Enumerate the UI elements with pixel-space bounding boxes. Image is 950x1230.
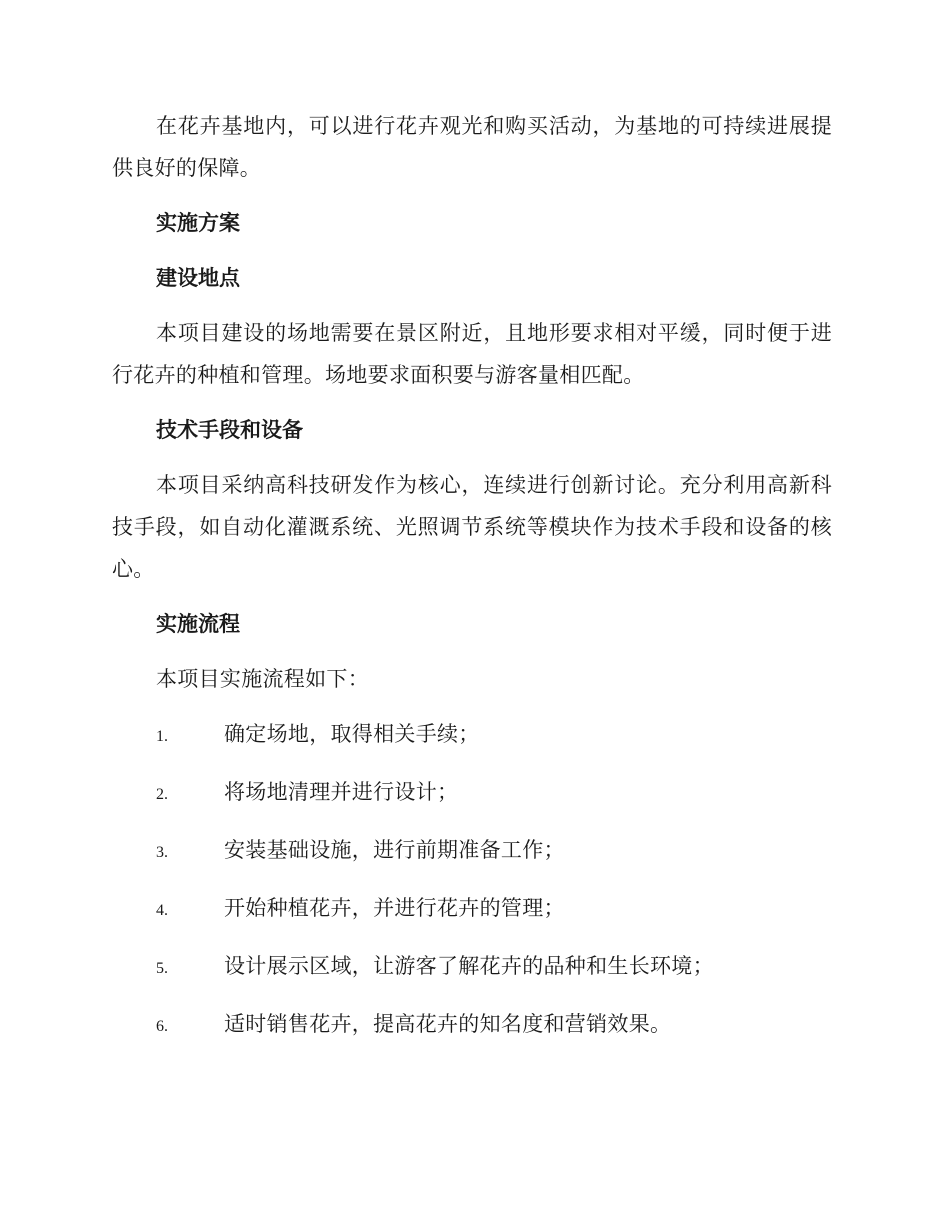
list-item-number: 1.: [156, 728, 168, 745]
location-paragraph: 本项目建设的场地需要在景区附近，且地形要求相对平缓，同时便于进行花卉的种植和管理。场地要求面积要与游客量相匹配。: [112, 321, 832, 387]
list-item-text: 确定场地，取得相关手续；: [224, 722, 480, 746]
list-item: [112, 1003, 832, 1048]
process-steps-list: [112, 713, 832, 1048]
list-item-text: 设计展示区域，让游客了解花卉的品种和生长环境；: [224, 954, 714, 978]
list-item-text: 将场地清理并进行设计；: [224, 780, 459, 804]
process-intro: 本项目实施流程如下：: [156, 667, 369, 691]
list-item-number: 6.: [156, 1018, 168, 1035]
list-item-text: 开始种植花卉，并进行花卉的管理；: [224, 896, 565, 920]
document-body: [112, 105, 832, 1061]
technology-paragraph: 本项目采纳高科技研发作为核心，连续进行创新讨论。充分利用高新科技手段，如自动化灌溉系统、光照调节系统等模块作为技术手段和设备的核心。: [112, 473, 832, 581]
section-title: 实施方案: [156, 211, 240, 235]
list-item: [112, 945, 832, 990]
list-item-text: 安装基础设施，进行前期准备工作；: [224, 838, 565, 862]
process-heading: 实施流程: [156, 612, 240, 636]
list-item: [112, 713, 832, 758]
technology-heading: 技术手段和设备: [156, 418, 303, 442]
list-item-number: 2.: [156, 786, 168, 803]
list-item: [112, 829, 832, 874]
intro-paragraph: 在花卉基地内，可以进行花卉观光和购买活动，为基地的可持续进展提供良好的保障。: [112, 114, 832, 180]
list-item: [112, 771, 832, 816]
list-item-text: 适时销售花卉，提高花卉的知名度和营销效果。: [224, 1012, 672, 1036]
list-item-number: 3.: [156, 844, 168, 861]
list-item-number: 5.: [156, 960, 168, 977]
list-item-number: 4.: [156, 902, 168, 919]
location-heading: 建设地点: [156, 266, 240, 290]
list-item: [112, 887, 832, 932]
